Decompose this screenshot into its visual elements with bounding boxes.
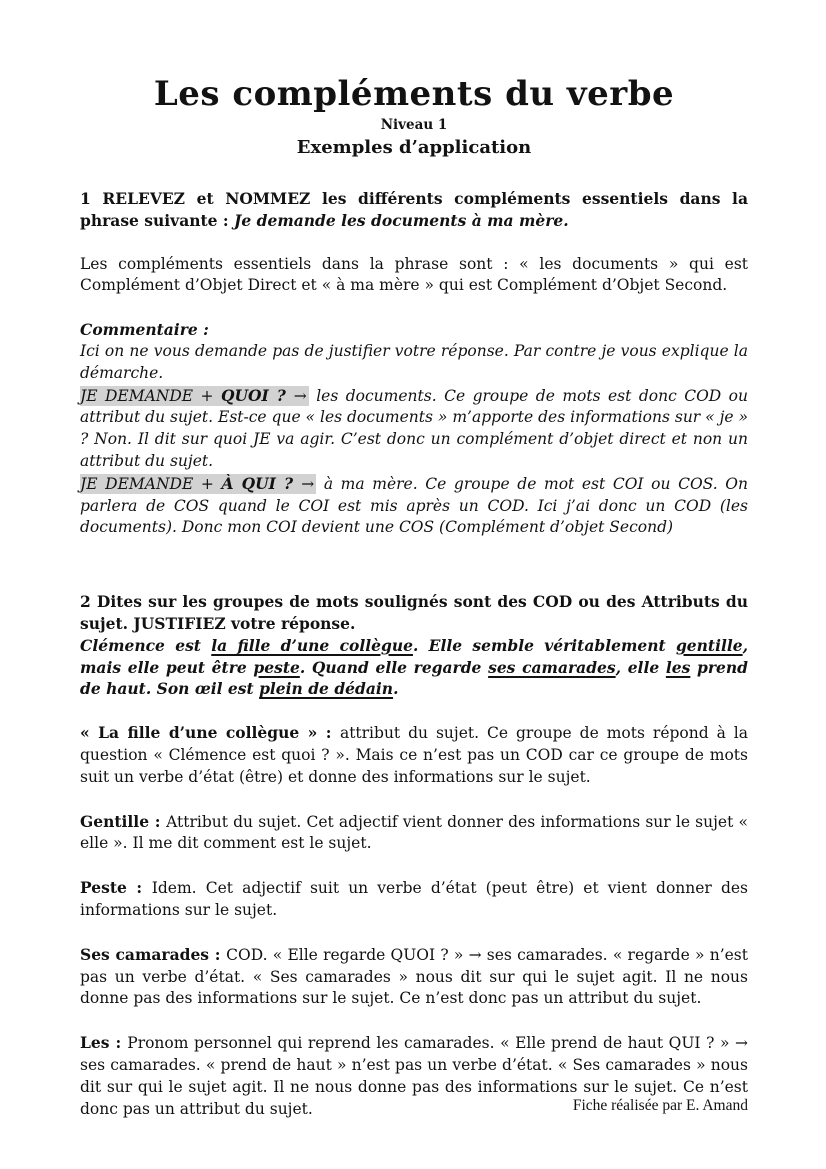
exercise1-answer: Les compléments essentiels dans la phrase sont : « les documents » qui est Complément d’Objet Direct et « à ma mère » qui est Complément d’Objet Second. xyxy=(80,254,748,295)
exercise1-heading xyxy=(80,188,748,232)
sentence-run-underlined: gentille xyxy=(675,635,743,655)
explanation-peste xyxy=(80,877,748,922)
sentence-run-underlined: les xyxy=(665,657,691,677)
sentence-run: . Elle semble véritablement xyxy=(412,635,676,655)
exercise1-heading-text: 1 RELEVEZ et NOMMEZ les différents compléments essentiels dans la phrase suivante : xyxy=(80,189,748,230)
subtitle-level: Niveau 1 xyxy=(380,117,448,133)
explanation-gentille xyxy=(80,811,748,856)
sentence-run-underlined: peste xyxy=(253,657,300,677)
footer-credit: Fiche réalisée par E. Amand xyxy=(572,1097,748,1114)
explanation-text: Idem. Cet adjectif suit un verbe d’état (peut être) et vient donner des informations sur le sujet. xyxy=(80,879,748,919)
page-title: Les compléments du verbe xyxy=(153,74,675,114)
explanation-label: Gentille : xyxy=(80,811,167,831)
subtitle-kind: Exemples d’application xyxy=(296,137,532,158)
sentence-run: Clémence est xyxy=(80,635,212,655)
cod-highlight-question: QUOI ? xyxy=(221,385,294,405)
explanation-label: Ses camarades : xyxy=(80,944,227,964)
explanation-label: Peste : xyxy=(80,878,152,898)
cos-analysis xyxy=(80,473,748,539)
cos-highlight-question: À QUI ? xyxy=(221,473,302,493)
sentence-run: , mais elle peut être xyxy=(80,635,749,677)
cos-highlight xyxy=(80,474,316,494)
explanation-la-fille xyxy=(80,722,748,788)
explanation-text: Pronom personnel qui reprend les camarades. « Elle prend de haut QUI ? » → ses camarades. « prend de haut » n’est pas un verbe d’état. « Ses camarades » nous dit sur qui le sujet agit. Il ne nous donne pas des informations sur le sujet. Ce n’est donc pas un attribut du sujet. xyxy=(80,1034,748,1118)
exercise2-sentence xyxy=(80,635,748,700)
cos-analysis-text: à ma mère. Ce groupe de mot est COI ou COS. On parlera de COS quand le COI est mis après un COD. Ici j’ai donc un COD (les documents). Donc mon COI devient une COS (Complément d’objet Second) xyxy=(80,474,748,537)
commentaire-label: Commentaire : xyxy=(80,320,209,340)
sentence-run: . Quand elle regarde xyxy=(299,657,489,677)
explanation-text: Attribut du sujet. Cet adjectif vient donner des informations sur le sujet « elle ». Il me dit comment est le sujet. xyxy=(80,812,748,853)
explanation-text: attribut du sujet. Ce groupe de mots répond à la question « Clémence est quoi ? ». Mais ce n’est pas un COD car ce groupe de mots suit un verbe d’état (être) et donne des informations sur le sujet. xyxy=(80,724,748,786)
cos-highlight-pre: JE DEMANDE + xyxy=(80,474,222,493)
cos-arrow-icon: → xyxy=(301,474,315,493)
sentence-run: prend de haut. Son œil est xyxy=(80,657,748,699)
commentaire-intro: Ici on ne vous demande pas de justifier votre réponse. Par contre je vous explique la démarche. xyxy=(80,341,748,382)
exercise1-heading-sentence: Je demande les documents à ma mère. xyxy=(234,210,569,230)
cod-highlight-pre: JE DEMANDE + xyxy=(80,386,222,405)
sentence-run-underlined: la fille d’une collègue xyxy=(211,635,413,655)
explanation-ses-camarades xyxy=(80,944,748,1010)
exercise2-heading: 2 Dites sur les groupes de mots soulignés sont des COD ou des Attributs du sujet. JUSTIFIEZ votre réponse. xyxy=(80,592,748,633)
cod-analysis xyxy=(80,385,748,473)
sentence-run-underlined: ses camarades xyxy=(488,657,616,677)
cod-highlight xyxy=(80,386,309,406)
explanation-label: Les : xyxy=(80,1033,128,1053)
sentence-run-underlined: plein de dédain xyxy=(259,679,394,699)
cod-analysis-text: les documents. Ce groupe de mots est donc COD ou attribut du sujet. Est-ce que « les documents » m’apporte des informations sur « je » ? Non. Il dit sur quoi JE va agir. C’est donc un complément d’objet direct et non un attribut du sujet. xyxy=(80,386,748,470)
explanation-text: COD. « Elle regarde QUOI ? » → ses camarades. « regarde » n’est pas un verbe d’état. « Ses camarades » nous dit sur qui le sujet agit. Il ne nous donne pas des informations sur le sujet. Ce n’est donc pas un attribut du sujet. xyxy=(80,945,748,1008)
sentence-run: . xyxy=(393,679,399,699)
title-block xyxy=(80,74,748,160)
explanation-label: « La fille d’une collègue » : xyxy=(80,723,340,743)
cod-arrow-icon: → xyxy=(293,386,307,405)
sentence-run: , elle xyxy=(615,657,666,677)
